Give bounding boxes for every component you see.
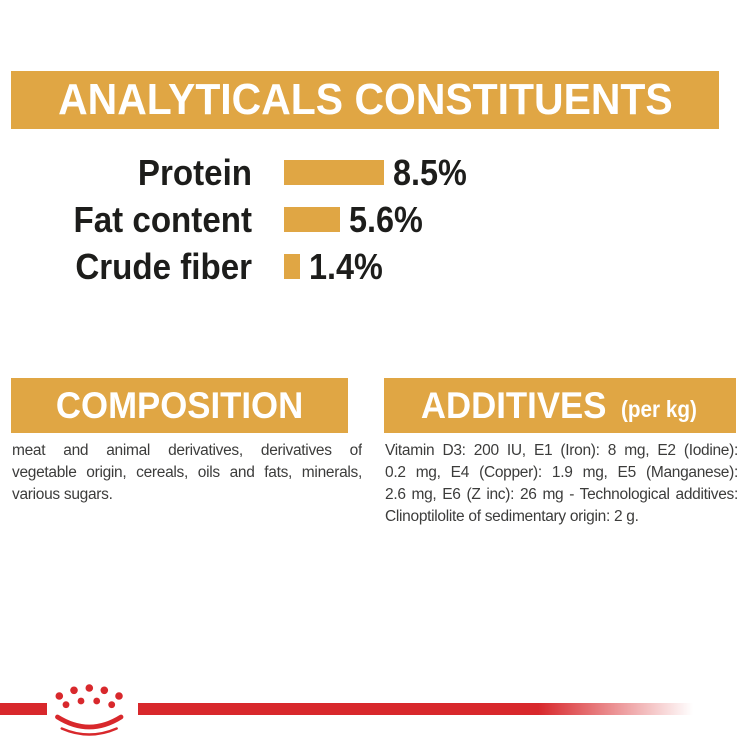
red-stripe-right — [138, 703, 710, 715]
nutrient-value: 5.6% — [349, 198, 423, 240]
nutrient-label: Protein — [137, 151, 252, 193]
additives-banner — [384, 378, 736, 433]
nutrient-label: Fat content — [73, 198, 252, 240]
nutrient-bar — [284, 207, 340, 232]
nutrient-rows — [0, 149, 750, 290]
composition-title: COMPOSITION — [55, 384, 304, 426]
nutrient-label: Crude fiber — [75, 245, 252, 287]
nutrient-row-protein — [0, 149, 750, 196]
composition-banner — [11, 378, 348, 433]
body-text-line: Vitamin D3: 200 IU, E1 (Iron): 8 mg, E2 (Iodine): — [385, 442, 738, 459]
nutrient-value: 8.5% — [393, 151, 467, 193]
additives-title-suffix: (per kg) — [621, 396, 697, 422]
nutrient-row-fat — [0, 196, 750, 243]
body-text-line: meat and animal derivatives, derivatives of — [12, 442, 362, 459]
red-stripe-left — [0, 703, 47, 715]
royal-canin-crown-icon — [50, 682, 130, 738]
additives-body — [385, 440, 738, 528]
composition-body — [12, 440, 362, 506]
analyticals-banner — [11, 71, 719, 129]
nutrient-value: 1.4% — [309, 245, 383, 287]
body-text-line: 0.2 mg, E4 (Copper): 1.9 mg, E5 (Manganese): — [385, 464, 738, 481]
analyticals-title: ANALYTICALS CONSTITUENTS — [57, 75, 673, 124]
body-text-line: 2.6 mg, E6 (Z inc): 26 mg - Technological additives: — [385, 486, 738, 503]
body-text-line: various sugars. — [12, 486, 113, 503]
additives-title: ADDITIVES — [420, 384, 607, 426]
body-text-line: Clinoptilolite of sedimentary origin: 2 g. — [385, 508, 639, 525]
nutrient-bar — [284, 160, 384, 185]
nutrient-bar — [284, 254, 300, 279]
nutrient-row-fiber — [0, 243, 750, 290]
body-text-line: vegetable origin, cereals, oils and fats, minerals, — [12, 464, 362, 481]
